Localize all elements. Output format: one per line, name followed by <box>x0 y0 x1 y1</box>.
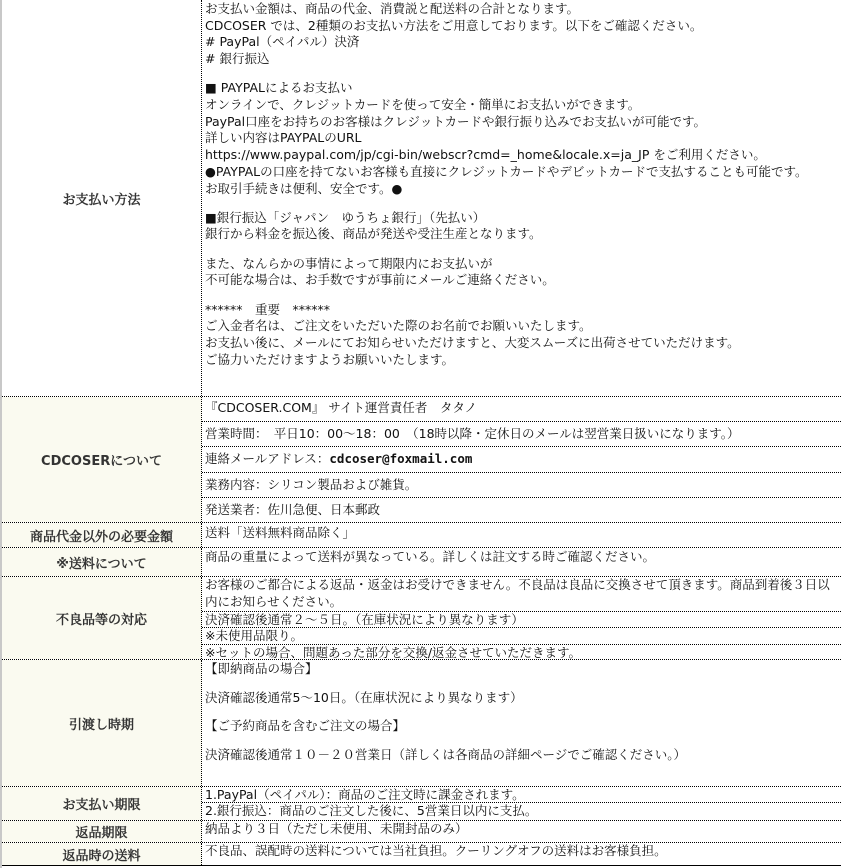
text-line <box>205 68 841 81</box>
row-payment-method <box>2 0 841 397</box>
text-line: # PayPal（ペイパル）決済 <box>205 34 360 50</box>
email-label: 連絡メールアドレス： <box>205 451 330 466</box>
shipping-text: 商品の重量によって送料が異なっている。詳しくは註文する時ご確認ください。 <box>205 549 656 564</box>
text-line: ご協力いただけますようお願いいたします。 <box>205 351 455 367</box>
row-label: お支払い期限 <box>2 787 202 820</box>
about-hours: 営業時間： 平日10：00～18：00 （18時以降・定休日のメールは翌営業日扱いになります。） <box>202 422 841 447</box>
text-line: CDCOSER では、2種類のお支払い方法をご用意しております。以下をご確認ください。 <box>205 17 703 33</box>
row-label: 引渡し時期 <box>2 660 202 786</box>
text-line: また、なんらかの事情によって期限内にお支払いが <box>205 255 493 271</box>
text-line: お支払い後に、メールにてお知らせいただけますと、大変スムーズに出荷させていただけます。 <box>205 334 740 350</box>
text-line: PayPal口座をお持ちのお客様はクレジットカードや銀行振り込みでお支払いが可能です。 <box>205 113 706 129</box>
return-shipping-text: 不良品、誤配時の送料については当社負担。クーリングオフの送料はお客様負担。 <box>205 843 667 858</box>
text-line: ●PAYPALの口座を持てないお客様も直接にクレジットカードやデビットカードで支払することも可能です。 <box>205 163 808 179</box>
deadline-paypal: 1.PayPal（ペイパル）：商品のご注文時に課金されます。 <box>202 787 841 803</box>
text-line: 【即納商品の場合】 <box>205 661 318 676</box>
defects-timing: 決済確認後通常２～５日。（在庫状況により異なります） <box>202 612 841 628</box>
about-business: 業務内容：シリコン製品および雑貨。 <box>202 473 841 498</box>
text-line: https://www.paypal.com/jp/cgi-bin/webscr?cmd=_home&locale.x=ja_JP をご利用ください。 <box>205 147 766 163</box>
delivery-text <box>202 660 841 786</box>
text-line: 不可能な場合は、お手数ですが事前にメールご連絡ください。 <box>205 272 555 288</box>
row-label: お支払い方法 <box>2 0 202 396</box>
text-line: お支払い金額は、商品の代金、消費説と配送料の合計となります。 <box>205 1 580 16</box>
payment-method-text <box>202 0 841 396</box>
text-line <box>205 197 841 210</box>
text-line: お取引手続きは便利、安全です。● <box>205 180 403 196</box>
return-period-text: 納品より３日（ただし未使用、未開封品のみ） <box>205 821 468 836</box>
row-delivery <box>2 660 841 787</box>
about-manager: 『CDCOSER.COM』 サイト運営責任者 タタノ <box>202 397 841 422</box>
text-line: オンラインで、クレジットカードを使って安全・簡単にお支払いができます。 <box>205 97 641 113</box>
text-line: 詳しい内容はPAYPALのURL <box>205 130 362 146</box>
text-line <box>205 289 841 302</box>
text-line: 決済確認後通常１０－２０営業日（詳しくは各商品の詳細ページでご確認ください。） <box>205 747 687 763</box>
text-line <box>205 706 841 719</box>
text-line: ■銀行振込「ジャパン ゆうちょ銀行」（先払い） <box>205 209 486 225</box>
about-email-cell <box>202 447 841 473</box>
row-return-shipping <box>2 843 841 866</box>
row-extra-cost <box>2 523 841 548</box>
row-shipping <box>2 548 841 577</box>
defects-unused: ※未使用品限り。 <box>202 628 841 645</box>
row-payment-deadline <box>2 787 841 821</box>
row-defects <box>2 577 841 660</box>
text-line: 【ご予約商品を含むご注文の場合】 <box>205 718 406 734</box>
email-address: cdcoser@foxmail.com <box>329 451 473 466</box>
text-line: 決済確認後通常5～10日。（在庫状況により異なります） <box>205 689 523 705</box>
row-label: 返品期限 <box>2 821 202 842</box>
text-line: ■ PAYPALによるお支払い <box>205 80 353 96</box>
text-line <box>205 243 841 256</box>
text-line: # 銀行振込 <box>205 51 270 67</box>
text-line <box>205 677 841 690</box>
row-label: ※送料について <box>2 548 202 576</box>
text-line: ご入金者名は、ご注文をいただいた際のお名前でお願いいたします。 <box>205 318 592 334</box>
about-carriers: 発送業者：佐川急便、日本郵政 <box>205 502 381 517</box>
row-label: 返品時の送料 <box>2 843 202 865</box>
deadline-bank: 2.銀行振込：商品のご注文した後に、5営業日以内に支払。 <box>205 803 538 818</box>
row-label: CDCOSERについて <box>2 397 202 522</box>
text-line <box>205 735 841 748</box>
row-about <box>2 397 841 523</box>
text-line: 銀行から料金を振込後、商品が発送や受注生産となります。 <box>205 226 542 242</box>
defects-set: ※セットの場合、問題あった部分を交換/返金させていただきます。 <box>205 645 582 660</box>
row-label: 不良品等の対応 <box>2 577 202 659</box>
row-return-period <box>2 821 841 843</box>
extra-cost-text: 送料「送料無料商品除く」 <box>205 525 356 540</box>
text-line: ****** 重要 ****** <box>205 301 331 317</box>
defects-policy: お客様のご都合による返品・返金はお受けできません。不良品は良品に交換させて頂きます。商品到着後３日以内にお知らせください。 <box>202 577 841 612</box>
row-label: 商品代金以外の必要金額 <box>2 523 202 547</box>
